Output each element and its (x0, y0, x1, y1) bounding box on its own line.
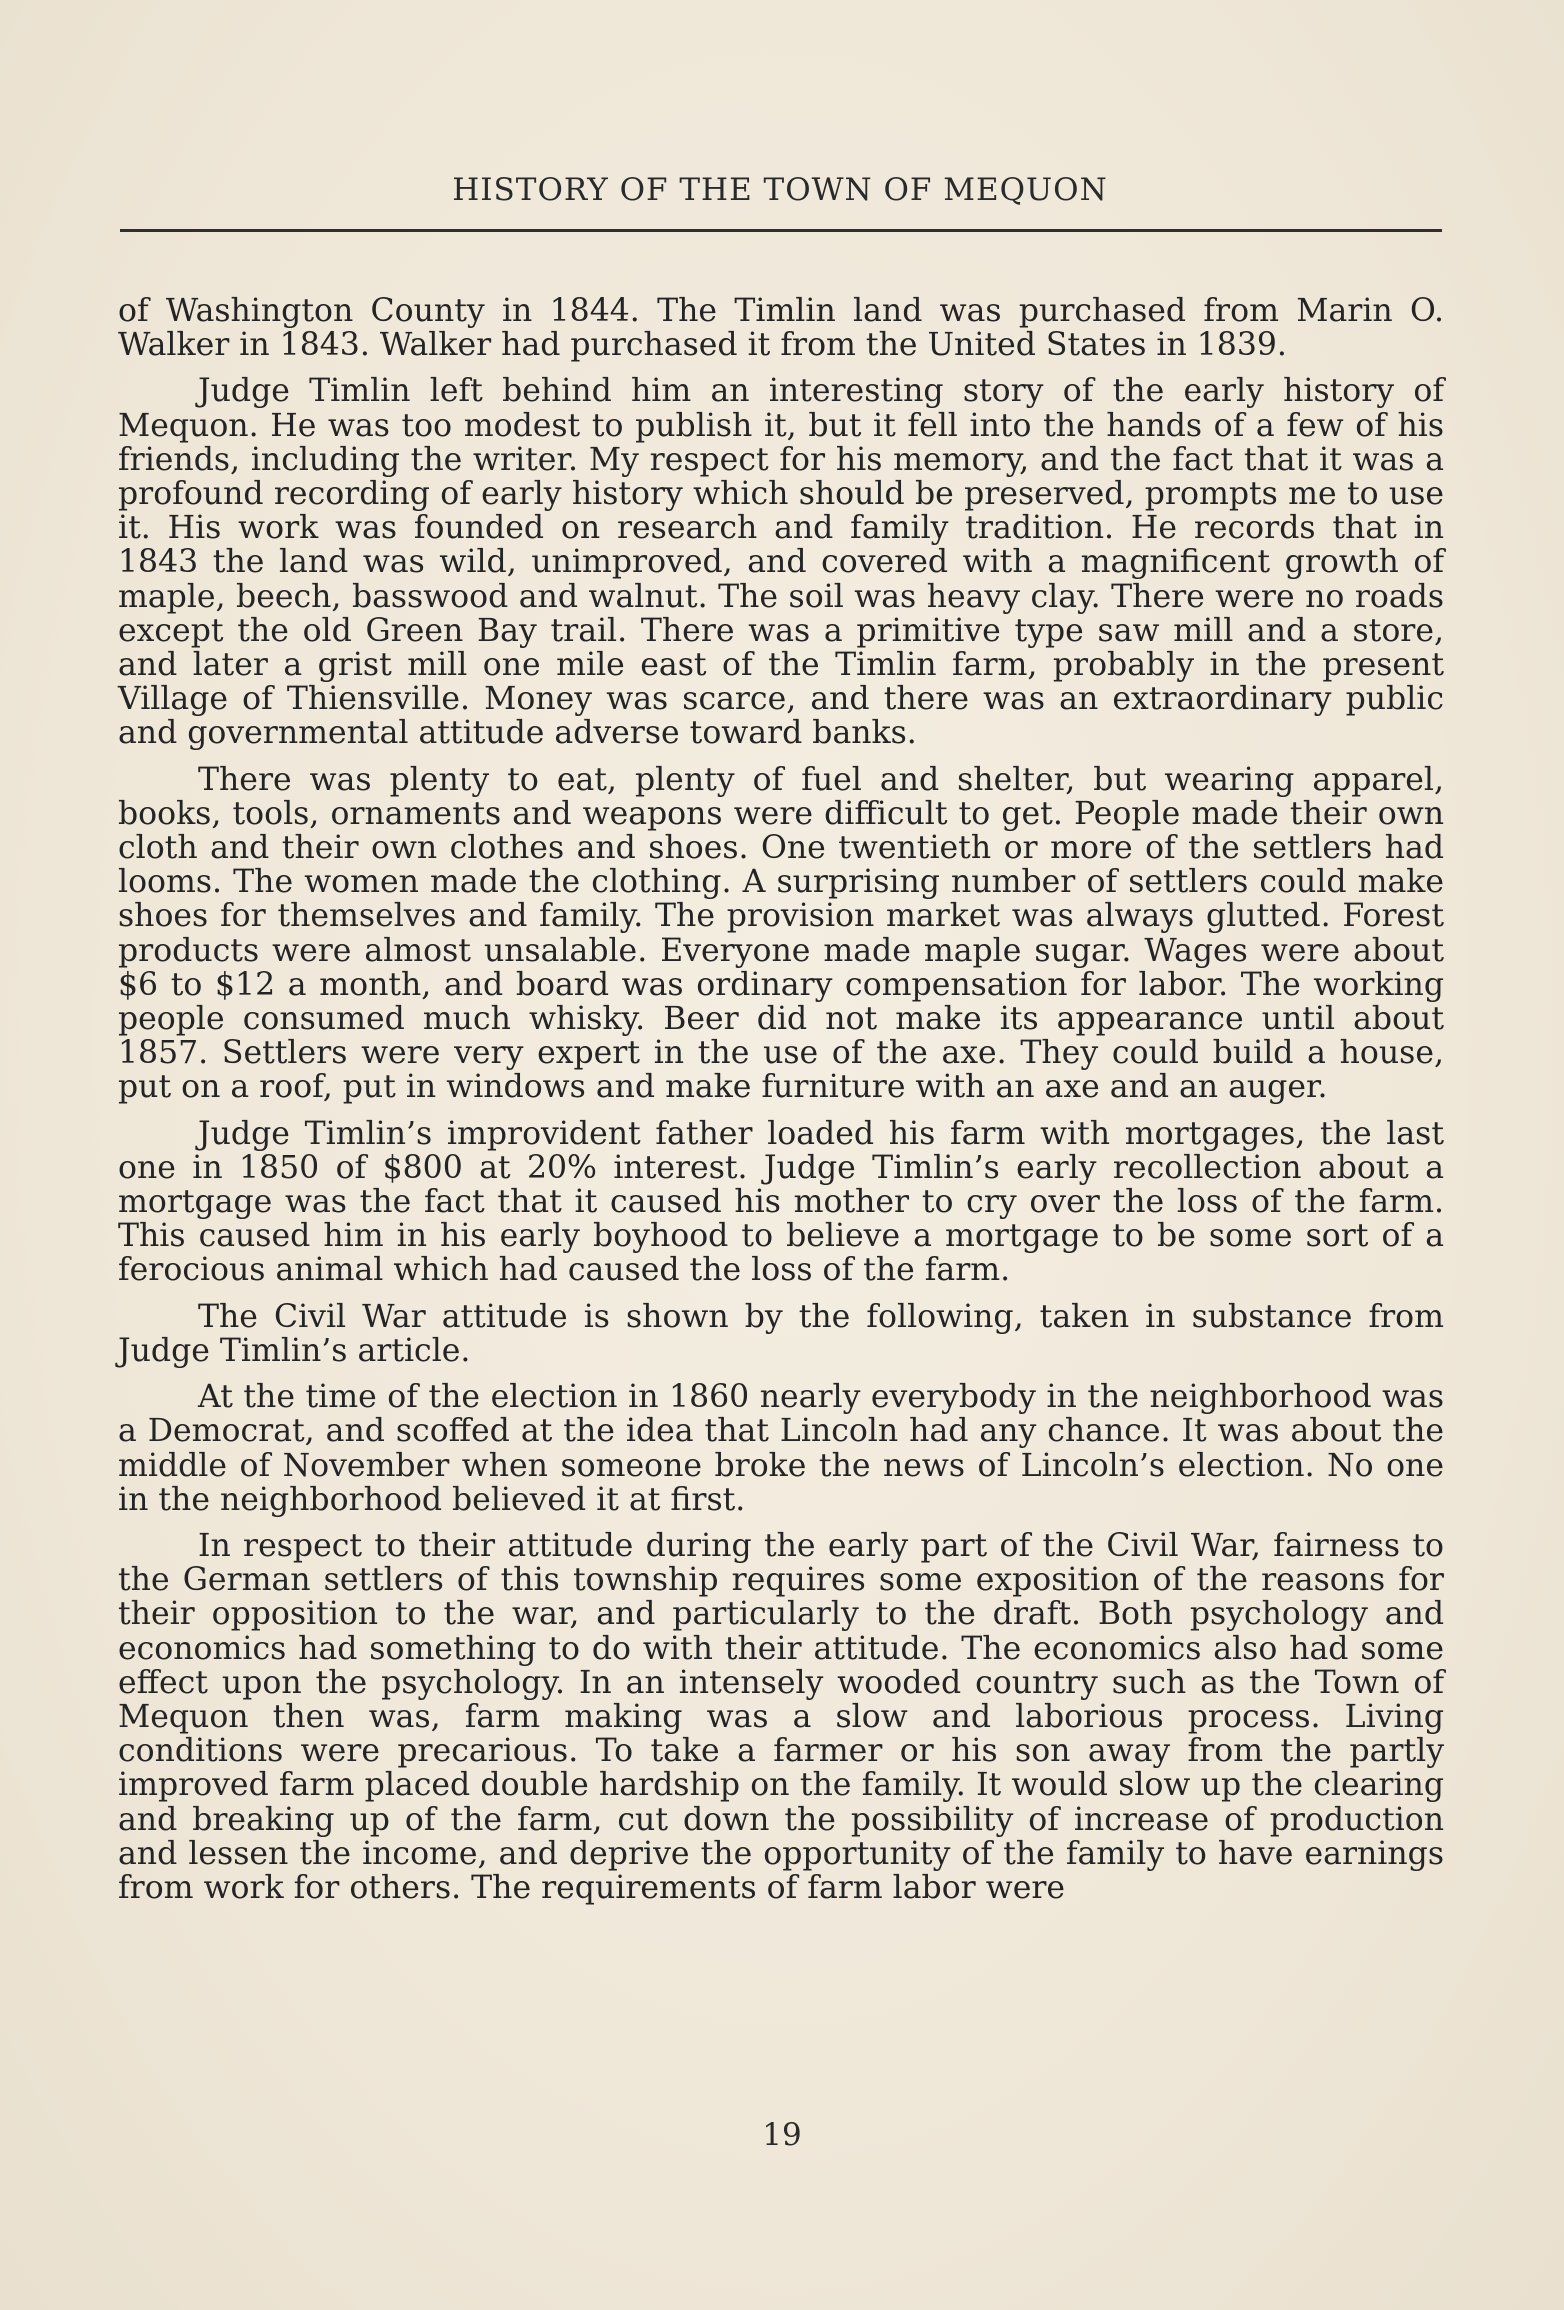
page-number: 19 (762, 2117, 802, 2153)
body-text (118, 294, 1444, 1905)
paragraph: The Civil War attitude is shown by the following, taken in substance from Judge Timlin’s article. (118, 1298, 1444, 1369)
paragraph: Judge Timlin left behind him an interesting story of the early history of Mequon. He was too modest to publish it, but it fell into the hands of a few of his friends, including the writer. My respect for his memory, and the fact that it was a profound recording of early history which should be preserved, prompts me to use it. His work was founded on research and family tradition. He records that in 1843 the land was wild, unimproved, and covered with a magnificent growth of maple, beech, basswood and walnut. The soil was heavy clay. There were no roads except the old Green Bay trail. There was a primitive type saw mill and a store, and later a grist mill one mile east of the Timlin farm, probably in the present Village of Thiensville. Money was scarce, and there was an extraordinary public and governmental attitude adverse toward banks. (118, 373, 1444, 752)
running-head: HISTORY OF THE TOWN OF MEQUON (452, 172, 1108, 208)
paragraph-continuation: of Washington County in 1844. The Timlin land was purchased from Marin O. Walker in 1843. Walker had purchased it from the United States in 1839. (118, 293, 1444, 364)
paragraph: At the time of the election in 1860 nearly everybody in the neighborhood was a Democrat, and scoffed at the idea that Lincoln had any chance. It was about the middle of November when someone broke the news of Lincoln’s election. No one in the neighborhood believed it at first. (118, 1379, 1444, 1518)
paragraph: Judge Timlin’s improvident father loaded his farm with mortgages, the last one in 1850 of $800 at 20% interest. Judge Timlin’s early recollection about a mortgage was the fact that it caused his mother to cry over the loss of the farm. This caused him in his early boyhood to believe a mortgage to be some sort of a ferocious animal which had caused the loss of the farm. (118, 1115, 1444, 1289)
paragraph: In respect to their attitude during the early part of the Civil War, fairness to the German settlers of this township requires some exposition of the reasons for their opposition to the war, and particularly to the draft. Both psychology and economics had something to do with their attitude. The economics also had some effect upon the psychology. In an intensely wooded country such as the Town of Mequon then was, farm making was a slow and laborious process. Living conditions were precarious. To take a farmer or his son away from the partly improved farm placed double hardship on the family. It would slow up the clearing and breaking up of the farm, cut down the possibility of increase of production and lessen the income, and deprive the opportunity of the family to have earnings from work for others. The requirements of farm labor were (118, 1527, 1444, 1906)
header-rule (120, 229, 1442, 232)
paragraph: There was plenty to eat, plenty of fuel and shelter, but wearing apparel, books, tools, ornaments and weapons were difficult to get. People made their own cloth and their own clothes and shoes. One twentieth or more of the settlers had looms. The women made the clothing. A surprising number of settlers could make shoes for themselves and family. The provision market was always glutted. Forest products were almost unsalable. Everyone made maple sugar. Wages were about $6 to $12 a month, and board was ordinary compensation for labor. The working people consumed much whisky. Beer did not make its appearance until about 1857. Settlers were very expert in the use of the axe. They could build a house, put on a roof, put in windows and make furniture with an axe and an auger. (118, 761, 1444, 1106)
